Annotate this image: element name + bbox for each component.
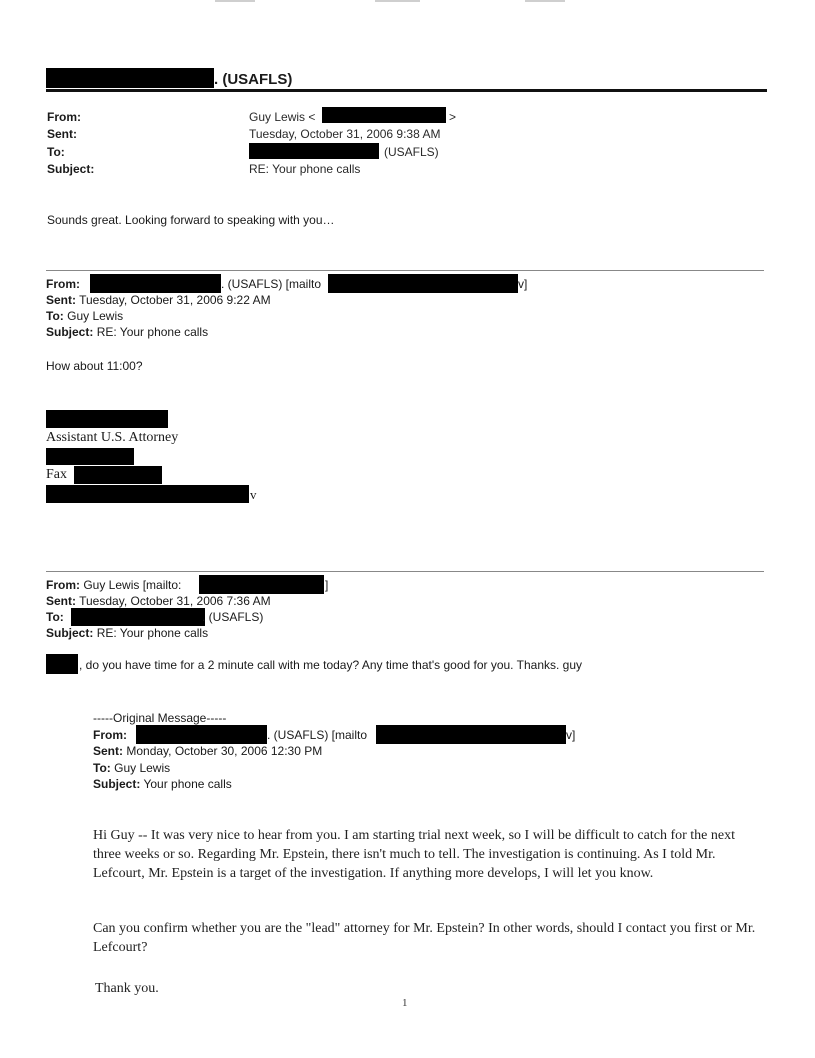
to-value: (USAFLS)	[384, 145, 439, 159]
redaction-block	[199, 575, 324, 594]
scan-mark	[375, 0, 420, 2]
sent-label: Sent:	[47, 127, 77, 141]
subject-value: RE: Your phone calls	[249, 162, 361, 176]
scan-mark	[215, 0, 255, 2]
to-line: To:	[46, 610, 64, 624]
redaction-block	[376, 725, 566, 744]
redaction-block	[136, 725, 267, 744]
from-value: . (USAFLS) [mailto	[267, 728, 368, 742]
from-value: Guy Lewis <	[249, 110, 316, 124]
message-body: Sounds great. Looking forward to speaking with you…	[47, 213, 335, 227]
from-value-end: ]	[325, 578, 329, 592]
from-line: From:	[93, 728, 127, 742]
letter-closing: Thank you.	[95, 981, 159, 996]
to-line: To: Guy Lewis	[93, 761, 171, 775]
redaction-block	[90, 274, 221, 293]
letter-paragraph: Hi Guy -- It was very nice to hear from you. I am starting trial next week, so I will be difficult to catch for the next three weeks or so. Regarding Mr. Epstein, there isn't much to tell. The investigation is continuing. As I told Mr. Lefcourt, Mr. Epstein is a target of the investigation. If anything more develops, I will let you know.	[93, 828, 735, 881]
redaction-block	[46, 410, 168, 428]
to-value: . (USAFLS)	[202, 610, 264, 624]
header-rule	[46, 89, 767, 92]
from-label: From:	[47, 110, 81, 124]
subject-line: Subject: RE: Your phone calls	[46, 626, 209, 640]
to-label: To:	[47, 145, 65, 159]
message-divider	[46, 270, 764, 271]
sent-line: Sent: Tuesday, October 31, 2006 9:22 AM	[46, 293, 271, 307]
from-line: From: Guy Lewis [mailto:	[46, 578, 182, 592]
message-body: , do you have time for a 2 minute call with me today? Any time that's good for you. Thanks. guy	[79, 658, 583, 672]
redaction-block	[328, 274, 518, 293]
signature-fax-label: Fax	[46, 467, 67, 482]
original-message-divider: -----Original Message-----	[93, 711, 227, 725]
account-header-title: . (USAFLS)	[214, 71, 293, 88]
from-value-end: v]	[518, 277, 528, 291]
to-line: To: Guy Lewis	[46, 309, 124, 323]
signature-title: Assistant U.S. Attorney	[46, 430, 179, 445]
from-value-end: >	[449, 110, 457, 124]
redaction-block	[249, 143, 379, 159]
sent-line: Sent: Tuesday, October 31, 2006 7:36 AM	[46, 594, 271, 608]
from-value: . (USAFLS) [mailto	[221, 277, 322, 291]
signature-trailing: v	[250, 487, 257, 502]
scan-mark	[525, 0, 565, 2]
redaction-block	[46, 68, 214, 88]
redaction-block	[71, 608, 205, 626]
redaction-block	[46, 448, 134, 465]
sent-value: Tuesday, October 31, 2006 9:38 AM	[249, 127, 441, 141]
redaction-block	[74, 466, 162, 484]
page-number: 1	[402, 997, 408, 1009]
subject-line: Subject: Your phone calls	[93, 777, 232, 791]
redaction-block	[322, 107, 446, 123]
redaction-block	[46, 485, 249, 503]
subject-line: Subject: RE: Your phone calls	[46, 325, 209, 339]
message-body: How about 11:00?	[46, 359, 143, 373]
redaction-block	[46, 654, 78, 674]
message-divider	[46, 571, 764, 572]
from-line: From:	[46, 277, 80, 291]
letter-paragraph: Can you confirm whether you are the "lead" attorney for Mr. Epstein? In other words, should I contact you first or Mr. Lefcourt?	[93, 921, 756, 955]
from-value-end: v]	[566, 728, 576, 742]
sent-line: Sent: Monday, October 30, 2006 12:30 PM	[93, 744, 323, 758]
subject-label: Subject:	[47, 162, 95, 176]
